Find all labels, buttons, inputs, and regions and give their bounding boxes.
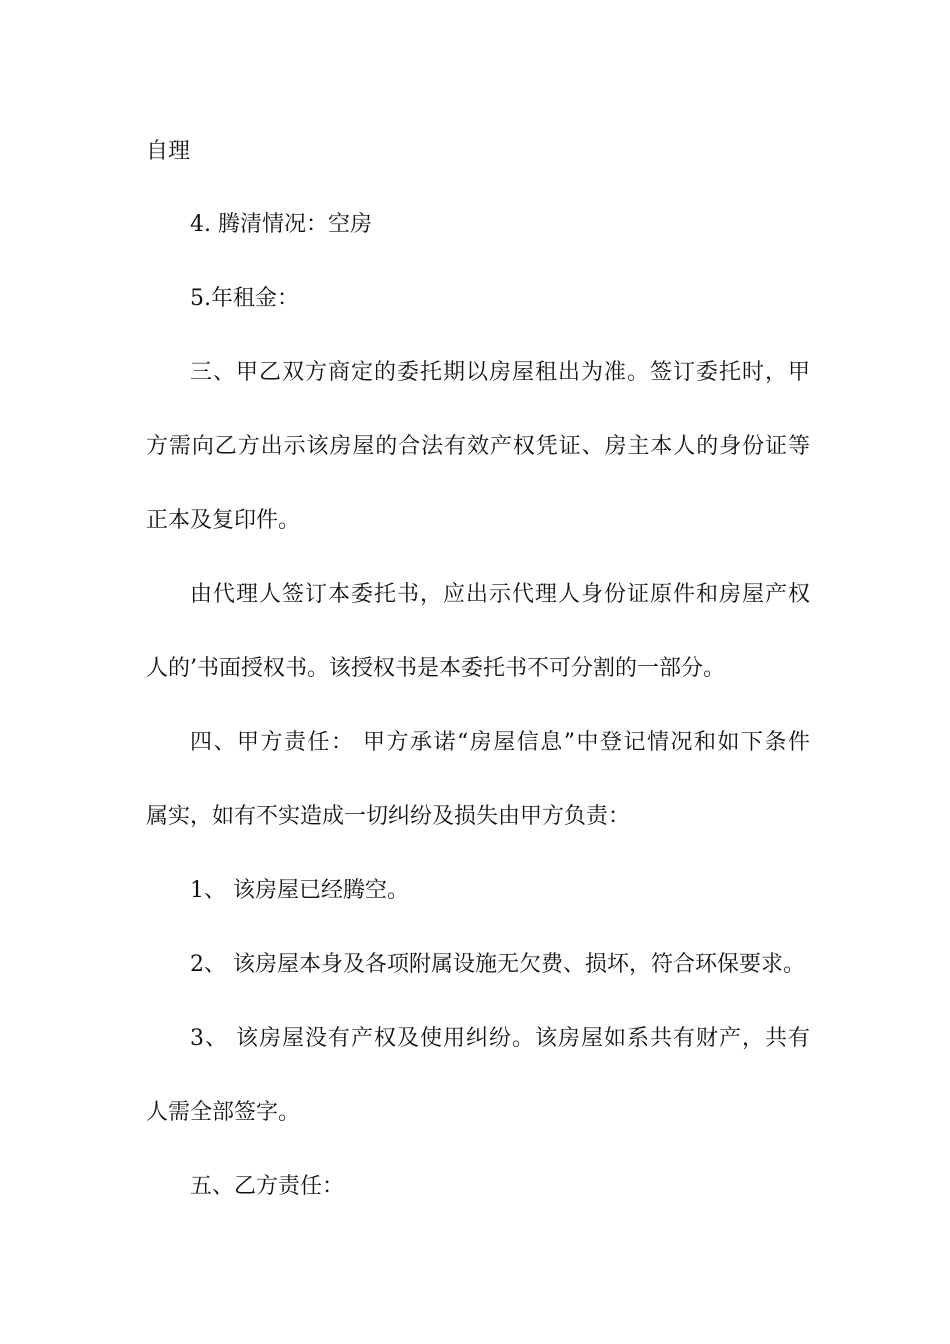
text-line-8: 人的’书面授权书。该授权书是本委托书不可分割的一部分。 [146,656,725,681]
text-line-15: 五、乙方责任： [190,1174,345,1199]
text-line-7: 由代理人签订本委托书，应出示代理人身份证原件和房屋产权 [190,582,810,607]
text-line-5: 方需向乙方出示该房屋的合法有效产权凭证、房主本人的身份证等 [146,434,810,459]
text-line-6: 正本及复印件。 [146,508,301,533]
text-line-11: 1、 该房屋已经腾空。 [190,878,409,903]
text-line-10: 属实，如有不实造成一切纠纷及损失由甲方负责： [146,804,631,829]
text-line-2: 4. 腾清情况：空房 [190,212,372,237]
text-line-3: 5.年租金： [190,286,299,311]
text-line-9: 四、甲方责任： 甲方承诺“房屋信息”中登记情况和如下条件 [190,730,810,755]
text-line-12: 2、 该房屋本身及各项附属设施无欠费、损坏，符合环保要求。 [190,952,805,977]
text-line-13: 3、 该房屋没有产权及使用纠纷。该房屋如系共有财产，共有 [190,1026,810,1051]
text-line-1: 自理 [146,139,191,164]
text-line-4: 三、甲乙双方商定的委托期以房屋租出为准。签订委托时，甲 [190,360,810,385]
text-line-14: 人需全部签字。 [146,1100,301,1125]
